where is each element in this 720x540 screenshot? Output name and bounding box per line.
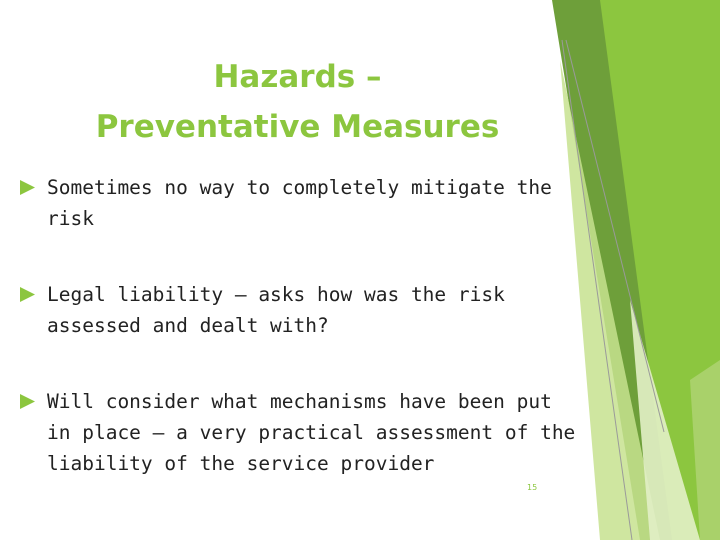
slide-title: [40, 52, 555, 152]
bullet-item: [20, 279, 580, 341]
bullet-item: [20, 172, 580, 234]
bullet-list: [20, 172, 580, 524]
page-number: 15: [527, 483, 538, 492]
right-triangle-bullet-icon: [20, 180, 35, 195]
title-line-1: Hazards –: [213, 59, 382, 95]
right-triangle-bullet-icon: [20, 394, 35, 409]
right-triangle-bullet-icon: [20, 287, 35, 302]
bullet-text: Sometimes no way to completely mitigate the risk: [47, 176, 552, 230]
bullet-text: Legal liability – asks how was the risk assessed and dealt with?: [47, 283, 505, 337]
title-line-2: Preventative Measures: [95, 109, 500, 145]
bullet-item: [20, 386, 580, 479]
bullet-text: Will consider what mechanisms have been put in place – a very practical assessment of the liability of the service provider: [47, 390, 576, 475]
